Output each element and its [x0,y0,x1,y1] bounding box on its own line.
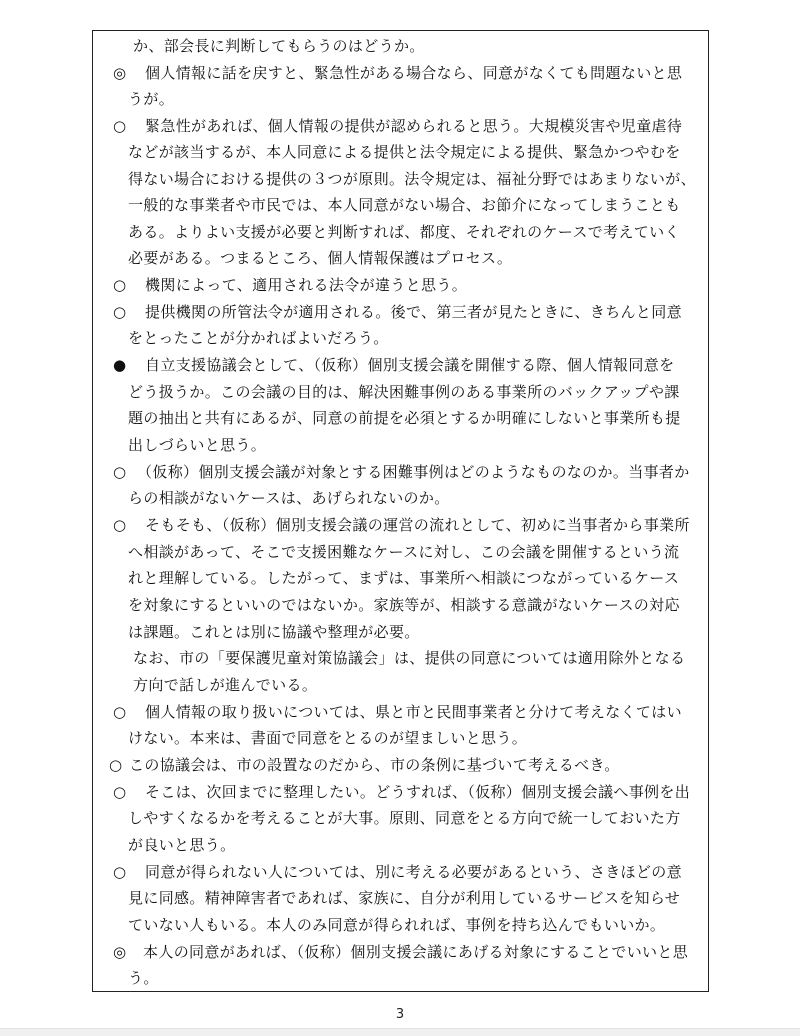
text-line: 得ない場合における提供の３つが原則。法令規定は、福祉分野ではあまりないが、 [128,170,696,188]
circle-marker: ○ [113,117,127,135]
page-number: 3 [395,1007,405,1022]
text-line: 見に同感。精神障害者であれば、家族に、自分が利用しているサービスを知らせ [128,889,681,907]
minutes-frame [92,30,709,992]
text-line: をとったことが分かればよいだろう。 [128,329,389,347]
circle-marker: ○ [113,703,127,721]
text-line: どう扱うか。この会議の目的は、解決困難事例のある事業所のバックアップや課 [128,383,680,401]
text-line: この協議会は、市の設置なのだから、市の条例に基づいて考えるべき。 [129,756,620,774]
text-line: ていない人もいる。本人のみ同意が得られれば、事例を持ち込んでもいいか。 [128,916,666,934]
text-line: は課題。これとは別に協議や整理が必要。 [128,623,420,641]
text-line: か、部会長に判断してもらうのはどうか。 [133,37,425,55]
circle-marker: ○ [109,756,123,774]
text-line: へ相談があって、そこで支援困難なケースに対し、この会議を開催するという流 [128,543,680,561]
filled-circle-marker: ● [113,356,127,374]
double-circle-marker: ◎ [113,943,127,961]
circle-marker: ○ [113,516,127,534]
text-line: 本人の同意があれば、（仮称）個別支援会議にあげる対象にすることでいいと思 [143,943,689,961]
text-line: 個人情報の取り扱いについては、県と市と民間事業者と分けて考えなくてはい [145,703,682,721]
text-line: 必要がある。つまるところ、個人情報保護はプロセス。 [128,249,513,267]
text-line: 方向で話しが進んでいる。 [133,676,318,694]
text-line: けない。本来は、書面で同意をとるのが望ましいと思う。 [128,729,528,747]
text-line: を対象にするといいのではないか。家族等が、相談する意識がないケースの対応 [128,596,680,614]
circle-marker: ○ [113,276,127,294]
text-line: 出しづらいと思う。 [128,436,267,454]
circle-marker: ○ [113,783,127,801]
text-line: しやすくなるかを考えることが大事。原則、同意をとる方向で統一しておいた方 [128,809,681,827]
text-line: れと理解している。したがって、まずは、事業所へ相談につながっているケース [128,569,680,587]
text-line: 題の抽出と共有にあるが、同意の前提を必須とするか明確にしないと事業所も提 [128,409,681,427]
text-line: そこは、次回までに整理したい。どうすれば、（仮称）個別支援会議へ事例を出 [145,783,691,801]
circle-marker: ○ [113,463,127,481]
double-circle-marker: ◎ [113,64,127,82]
minutes-content [93,31,708,991]
text-line: 自立支援協議会として、（仮称）個別支援会議を開催する際、個人情報同意を [145,356,675,374]
text-line: ある。よりよい支援が必要と判断すれば、都度、それぞれのケースで考えていく [128,223,680,241]
text-line: などが該当するが、本人同意による提供と法令規定による提供、緊急かつやむを [128,143,681,161]
text-line: う。 [128,969,159,987]
circle-marker: ○ [113,863,127,881]
text-line: 緊急性があれば、個人情報の提供が認められると思う。大規模災害や児童虐待 [145,117,683,135]
text-line: 同意が得られない人については、別に考える必要があるという、さきほどの意 [145,863,682,881]
text-line: らの相談がないケースは、あげられないのか。 [128,489,450,507]
text-line: 個人情報に話を戻すと、緊急性がある場合なら、同意がなくても問題ないと思 [145,64,683,82]
text-line: 提供機関の所管法令が適用される。後で、第三者が見たときに、きちんと同意 [145,303,682,321]
text-line: （仮称）個別支援会議が対象とする困難事例はどのようなものなのか。当事者か [137,463,690,481]
text-line: なお、市の「要保護児童対策協議会」は、提供の同意については適用除外となる [133,649,686,667]
text-line: 機関によって、適用される法令が違うと思う。 [145,276,468,294]
text-line: が良いと思う。 [128,836,236,854]
text-line: 一般的な事業者や市民では、本人同意がない場合、お節介になってしまうことも [128,196,681,214]
circle-marker: ○ [113,303,127,321]
text-line: うが。 [128,90,175,108]
text-line: そもそも、（仮称）個別支援会議の運営の流れとして、初めに当事者から事業所 [145,516,690,534]
